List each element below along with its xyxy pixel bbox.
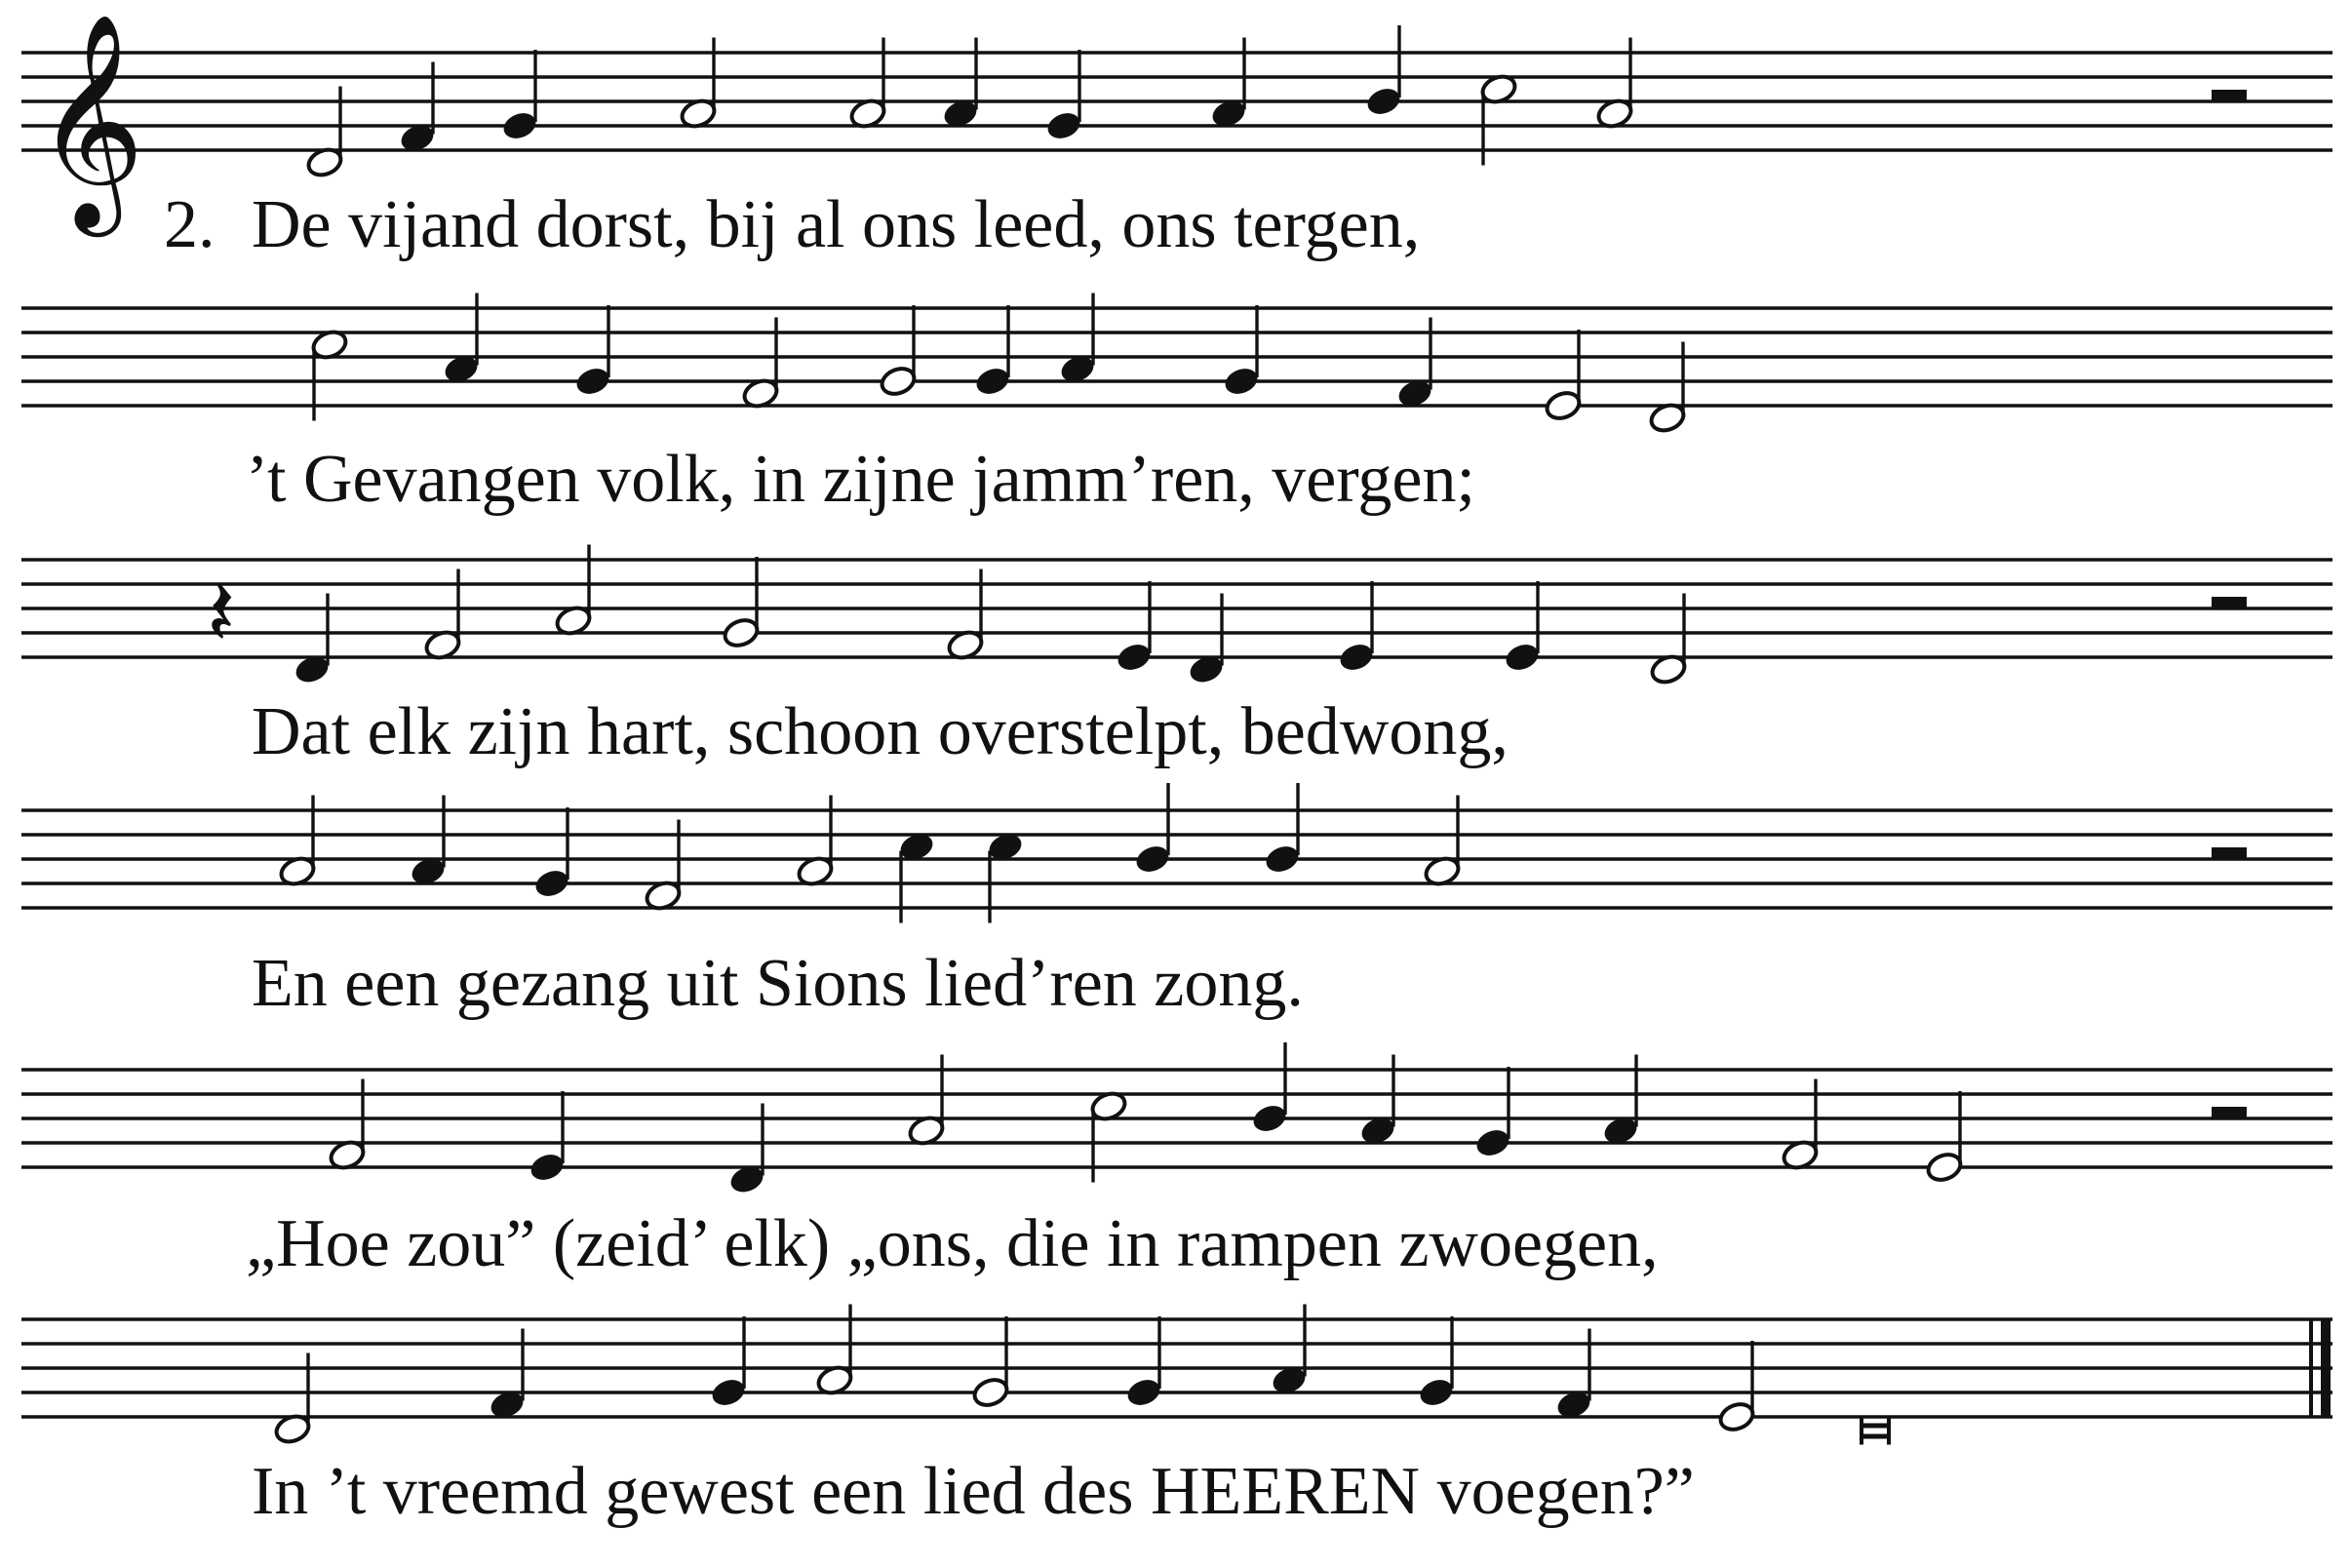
note-g4: [879, 305, 919, 398]
notehead: [971, 1376, 1011, 1410]
note-g4: [1044, 50, 1084, 142]
system-2: [21, 294, 2332, 518]
half-rest-icon: [2212, 597, 2247, 608]
notehead: [1417, 1376, 1457, 1410]
note-g4: [971, 1316, 1011, 1409]
notehead: [709, 1376, 749, 1410]
system-1: [21, 12, 2332, 262]
note-b4: [1250, 1042, 1290, 1135]
notehead: [1133, 843, 1173, 877]
staff-3: [21, 545, 2332, 686]
notehead: [1250, 1102, 1290, 1136]
notehead: [1364, 85, 1404, 119]
notehead: [879, 365, 919, 399]
notehead: [1544, 389, 1584, 423]
system-4: [21, 783, 2332, 1021]
note-e4: [1717, 1341, 1757, 1433]
note-e4: [1337, 581, 1377, 674]
note-g4: [532, 807, 572, 900]
notehead: [1124, 1376, 1164, 1410]
staff-6: [21, 1305, 2332, 1446]
half-rest-icon: [2212, 847, 2247, 859]
note-g4: [973, 305, 1013, 398]
note-b4: [1263, 783, 1303, 876]
notehead: [1263, 843, 1303, 877]
note-g4: [500, 50, 540, 142]
staff-2: [21, 294, 2332, 435]
thin-barline: [2309, 1319, 2313, 1417]
notehead: [1925, 1151, 1965, 1185]
note-b4: [1133, 783, 1173, 876]
note-g4: [1222, 305, 1262, 398]
notehead: [1473, 1126, 1513, 1160]
note-g4: [1124, 1316, 1164, 1409]
notehead: [1044, 109, 1084, 143]
notehead: [973, 365, 1013, 399]
note-g4: [709, 1316, 749, 1409]
breve-bar: [1862, 1424, 1889, 1429]
notehead: [1337, 641, 1377, 675]
notehead: [1503, 641, 1543, 675]
staff-4: [21, 783, 2332, 923]
staff-5: [21, 1042, 2332, 1196]
note-g4: [722, 557, 762, 649]
stanza-number-group: [164, 187, 216, 262]
lyric-line-6: In ’t vreemd gewest een lied des HEEREN voegen?”: [252, 1454, 1695, 1529]
notehead: [1717, 1400, 1757, 1434]
note-g4: [573, 305, 613, 398]
half-rest-icon: [2212, 1107, 2247, 1118]
notehead: [528, 1151, 568, 1185]
note-b4: [1364, 25, 1404, 118]
note-e4: [1925, 1091, 1965, 1184]
lyric-line-1: De vijand dorst, bij al ons leed, ons tergen,: [252, 187, 1421, 262]
note-e4: [1115, 581, 1155, 674]
lyric-line-5: „Hoe zou” (zeid’ elk) „ons, die in rampen zwoegen,: [246, 1206, 1659, 1281]
notehead: [573, 365, 613, 399]
system-5: [21, 1042, 2332, 1281]
note-g4: [1417, 1316, 1457, 1409]
notehead: [1222, 365, 1262, 399]
note-e4: [1503, 581, 1543, 674]
system-3: [21, 545, 2332, 770]
lyric-line-4: En een gezang uit Sions lied’ren zong.: [252, 946, 1304, 1021]
breve-side: [1860, 1416, 1863, 1445]
lyric-line-3: Dat elk zijn hart, schoon overstelpt, bedwong,: [252, 694, 1509, 769]
system-6: [21, 1305, 2332, 1530]
note-e4: [528, 1091, 568, 1184]
notehead: [1115, 641, 1155, 675]
stanza-number: 2.: [164, 187, 216, 262]
note-e4: [1544, 330, 1584, 422]
half-rest-icon: [2212, 90, 2247, 101]
thick-barline: [2321, 1319, 2331, 1417]
note-d4: [1860, 1416, 1891, 1445]
notehead: [500, 109, 540, 143]
breve-bar: [1862, 1434, 1889, 1439]
notehead: [532, 867, 572, 901]
quarter-rest-icon: 𝄽: [207, 558, 236, 667]
notehead: [722, 616, 762, 650]
lyric-line-2: ’t Gevangen volk, in zijne jamm’ren, vergen;: [246, 442, 1475, 517]
treble-clef-icon: 𝄞: [35, 12, 145, 227]
note-g4: [1473, 1067, 1513, 1159]
breve-side: [1887, 1416, 1891, 1445]
